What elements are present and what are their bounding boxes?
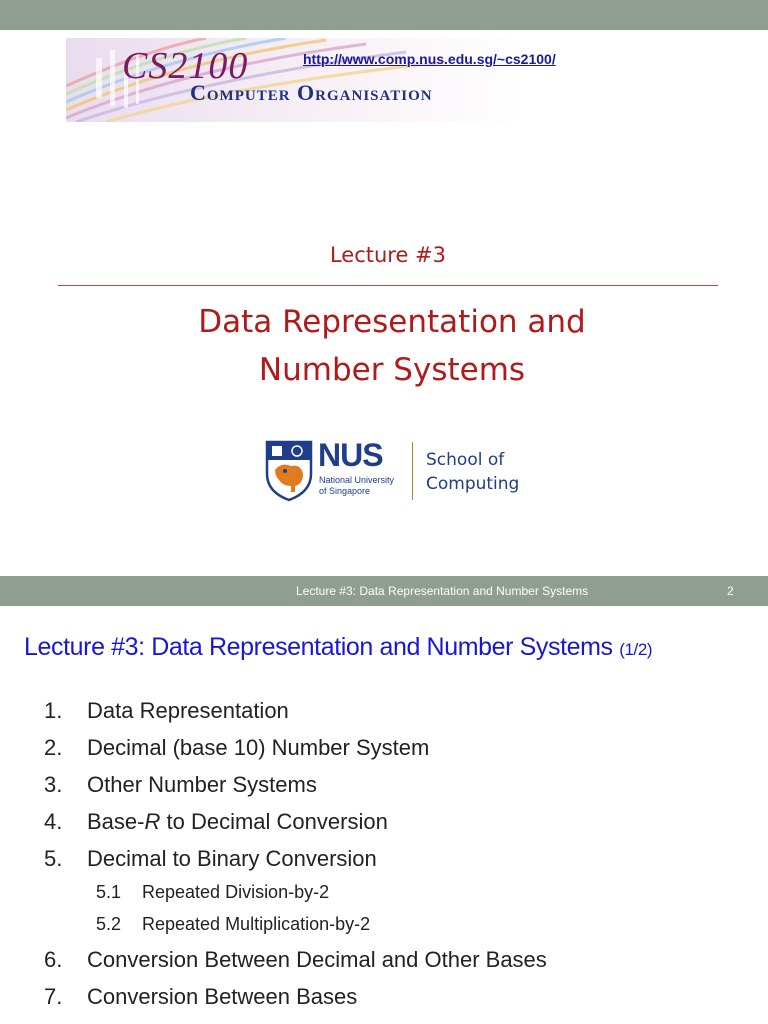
toc-item-text: Other Number Systems xyxy=(87,772,317,797)
toc-item-text: Data Representation xyxy=(87,698,289,723)
toc-item xyxy=(44,735,429,761)
toc-item-number: 4. xyxy=(44,809,63,834)
toc-item xyxy=(44,947,547,973)
toc-item-text: Conversion Between Decimal and Other Bases xyxy=(87,947,547,972)
university-name xyxy=(319,475,409,497)
lecture-title-line-1: Data Representation and xyxy=(198,304,586,340)
toc-item-text: Decimal (base 10) Number System xyxy=(87,735,430,760)
slide-footer-text: Lecture #3: Data Representation and Number Systems xyxy=(296,584,589,598)
toc-item-number: 7. xyxy=(44,984,63,1009)
school-name xyxy=(426,448,519,496)
slide-heading-part: (1/2) xyxy=(619,640,653,659)
toc-item-number: 2. xyxy=(44,735,63,760)
toc-subitem-number: 5.1 xyxy=(96,882,122,902)
toc-item-text: Decimal to Binary Conversion xyxy=(87,846,377,871)
course-url-link[interactable]: http://www.comp.nus.edu.sg/~cs2100/ xyxy=(303,51,556,67)
lecture-label: Lecture #3 xyxy=(329,243,447,267)
toc-item xyxy=(44,984,357,1010)
lecture-title-line-2: Number Systems xyxy=(258,352,526,388)
course-name: Computer Organisation xyxy=(190,80,433,105)
nus-crest-icon xyxy=(265,440,313,502)
toc-item-number: 6. xyxy=(44,947,63,972)
slide-top-bar xyxy=(0,0,768,30)
university-name-line-2: of Singapore xyxy=(319,486,371,496)
title-divider xyxy=(58,285,718,286)
toc-item-number: 3. xyxy=(44,772,63,797)
slide-heading-text: Lecture #3: Data Representation and Number Systems xyxy=(24,633,613,661)
toc-item xyxy=(44,772,317,798)
toc-item-text-after: to Decimal Conversion xyxy=(160,809,388,834)
toc-subitem-text: Repeated Multiplication-by-2 xyxy=(142,914,371,934)
toc-item-number: 5. xyxy=(44,846,63,871)
toc-item-number: 1. xyxy=(44,698,63,723)
slide-heading xyxy=(24,633,652,662)
toc-item-text-before: Base- xyxy=(87,809,145,834)
toc-subitem xyxy=(96,914,370,935)
lecture-title xyxy=(0,298,768,394)
toc-item xyxy=(44,846,377,872)
toc-item-text-italic: R xyxy=(144,809,161,834)
course-code: CS2100 xyxy=(122,45,249,87)
toc-item-text: Conversion Between Bases xyxy=(87,984,358,1009)
toc-subitem-text: Repeated Division-by-2 xyxy=(142,882,330,902)
school-name-line-1: School of xyxy=(426,450,505,470)
slide-footer-bar xyxy=(0,576,768,606)
toc-subitem-number: 5.2 xyxy=(96,914,122,934)
university-name-line-1: National University xyxy=(319,475,395,485)
toc-subitem xyxy=(96,882,329,903)
school-name-line-2: Computing xyxy=(426,474,520,494)
logo-divider xyxy=(412,442,413,500)
toc-item xyxy=(44,809,388,835)
toc-item xyxy=(44,698,289,724)
nus-acronym: NUS xyxy=(318,437,383,473)
slide-page-number: 2 xyxy=(727,584,734,598)
